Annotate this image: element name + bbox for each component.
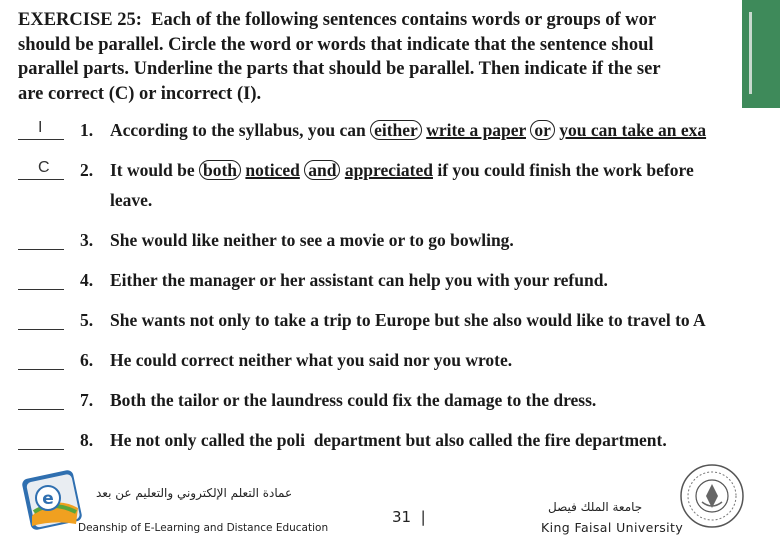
item-number: 1.: [80, 120, 94, 140]
exercise-item: [18, 430, 758, 454]
footer: [0, 456, 780, 540]
circled-word: or: [530, 120, 555, 140]
answer-blank[interactable]: [18, 351, 64, 370]
answer-blank[interactable]: [18, 161, 64, 180]
item-number: 4.: [80, 270, 94, 290]
sentence-text: She wants not only to take a trip to Europe but she also would like to travel to A: [110, 310, 706, 330]
item-sentence: [110, 350, 512, 371]
item-number: 2.: [80, 160, 94, 180]
answer-blank[interactable]: [18, 121, 64, 140]
answer-blank[interactable]: [18, 271, 64, 290]
deanship-english: Deanship of E-Learning and Distance Education: [78, 522, 329, 534]
exercise-item: [18, 350, 758, 374]
exercise-item: [18, 120, 758, 144]
item-sentence: [110, 430, 667, 451]
item-number: 8.: [80, 430, 94, 450]
underlined-part: write a paper: [426, 120, 526, 140]
sentence-text: According to the syllabus, you can: [110, 120, 371, 140]
circled-word: either: [370, 120, 422, 140]
instruction-line-4: are correct (C) or incorrect (I).: [18, 83, 262, 104]
item-sentence: [110, 310, 706, 331]
sentence-text: He could correct neither what you said nor you wrote.: [110, 350, 513, 370]
exercise-item: [18, 310, 758, 334]
instruction-line-3: parallel parts. Underline the parts that should be parallel. Then indicate if the ser: [18, 59, 661, 79]
instruction-line-1: EXERCISE 25: Each of the following sentences contains words or groups of wor: [18, 10, 657, 30]
item-sentence: [110, 120, 706, 141]
exercise-item: [18, 230, 758, 254]
sentence-text: It would be: [110, 160, 199, 180]
item-sentence: [110, 230, 514, 251]
exercise-item: [18, 160, 758, 184]
answer-blank[interactable]: [18, 431, 64, 450]
slide-number: 31 |: [392, 508, 426, 526]
exercise-item: [18, 270, 758, 294]
deanship-arabic: عمادة التعلم الإلكتروني والتعليم عن بعد: [96, 486, 293, 500]
underlined-part: noticed: [245, 160, 300, 180]
item-sentence: [110, 160, 694, 181]
item-number: 5.: [80, 310, 94, 330]
instruction-line-2: should be parallel. Circle the word or words that indicate that the sentence shoul: [18, 34, 654, 55]
item-number: 3.: [80, 230, 94, 250]
answer-mark: I: [38, 119, 43, 136]
exercise-item: [18, 390, 758, 414]
exercise-label: EXERCISE 25:: [18, 10, 142, 30]
university-seal-icon: [678, 462, 746, 530]
underlined-part: appreciated: [344, 160, 433, 180]
svg-text:e: e: [42, 489, 54, 509]
sentence-text: He not only called the poli: [110, 430, 305, 450]
item-sentence: [110, 390, 596, 411]
sentence-text: She would like neither to see a movie or to go bowling.: [110, 230, 514, 250]
university-arabic: جامعة الملك فيصل: [548, 500, 643, 514]
answer-mark: C: [38, 159, 50, 176]
item-number: 6.: [80, 350, 94, 370]
sentence-text: if you could finish the work before: [432, 160, 694, 180]
underlined-part: you can take an exa: [559, 120, 707, 140]
circled-word: both: [199, 160, 241, 180]
sentence-text: Both the tailor or the laundress could fix the damage to the dress.: [110, 390, 597, 410]
sentence-text: Either the manager or her assistant can help you with your refund.: [110, 270, 608, 290]
continuation-text: leave.: [110, 190, 153, 210]
sentence-text: department but also called the fire department.: [304, 430, 667, 450]
item-number: 7.: [80, 390, 94, 410]
circled-word: and: [304, 160, 340, 180]
university-english: King Faisal University: [541, 520, 684, 535]
item-sentence: [110, 270, 608, 291]
exercise-instructions: [18, 8, 758, 106]
answer-blank[interactable]: [18, 231, 64, 250]
answer-blank[interactable]: [18, 391, 64, 410]
answer-blank[interactable]: [18, 311, 64, 330]
